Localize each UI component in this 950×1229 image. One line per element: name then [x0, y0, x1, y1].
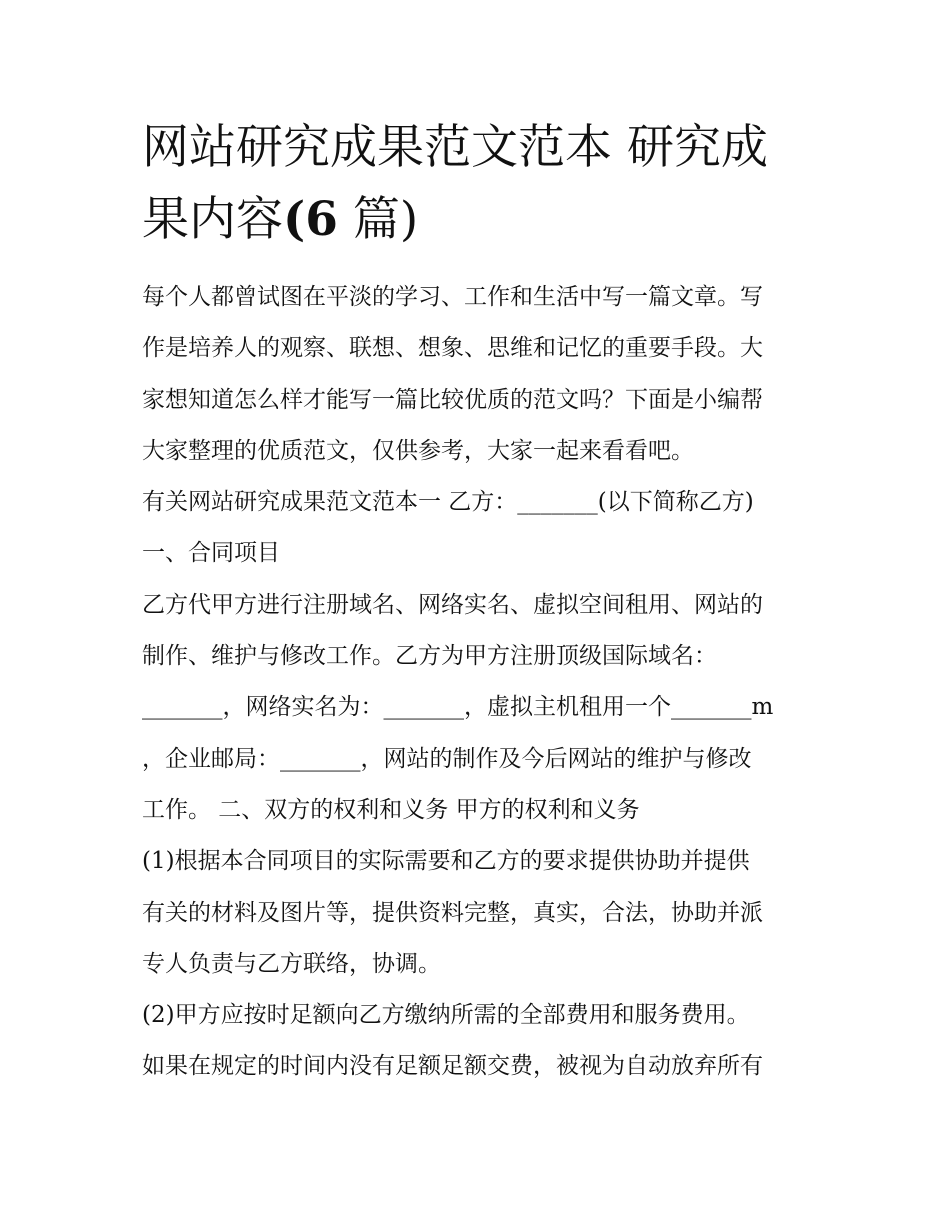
- body-line: 专人负责与乙方联络，协调。: [142, 950, 441, 977]
- body-line: 大家整理的优质范文，仅供参考，大家一起来看看吧。: [142, 437, 694, 464]
- title-count: (6: [283, 192, 338, 247]
- title-line-2: 果内容(6 篇): [142, 192, 419, 247]
- body-line: 乙方代甲方进行注册域名、网络实名、虚拟空间租用、网站的: [142, 591, 763, 618]
- document-content: [142, 112, 818, 1093]
- body-line: 如果在规定的时间内没有足额足额交费，被视为自动放弃所有: [142, 1053, 763, 1080]
- body-line: 制作、维护与修改工作。乙方为甲方注册顶级国际域名：: [142, 643, 717, 670]
- body-line: 工作。 二、双方的权利和义务 甲方的权利和义务: [142, 796, 640, 823]
- document-body: [142, 272, 818, 1093]
- title-line-1: 网站研究成果范文范本 研究成: [142, 120, 768, 175]
- body-line: 作是培养人的观察、联想、想象、思维和记忆的重要手段。大: [142, 335, 763, 362]
- document-title: [142, 112, 818, 256]
- body-line: (2)甲方应按时足额向乙方缴纳所需的全部费用和服务费用。: [142, 1002, 750, 1029]
- body-line: _______，网络实名为：_______，虚拟主机租用一个_______m: [142, 694, 774, 721]
- body-line: 有关的材料及图片等，提供资料完整，真实，合法，协助并派: [142, 899, 763, 926]
- body-line: 每个人都曾试图在平淡的学习、工作和生活中写一篇文章。写: [142, 284, 763, 310]
- body-line: (1)根据本合同项目的实际需要和乙方的要求提供协助并提供: [142, 848, 750, 875]
- body-line: 家想知道怎么样才能写一篇比较优质的范文吗？下面是小编帮: [142, 386, 763, 413]
- body-line: ，企业邮局：_______，网站的制作及今后网站的维护与修改: [142, 745, 752, 772]
- body-line: 有关网站研究成果范文范本一 乙方：_______(以下简称乙方): [142, 489, 754, 516]
- section-heading: 一、合同项目: [142, 540, 280, 567]
